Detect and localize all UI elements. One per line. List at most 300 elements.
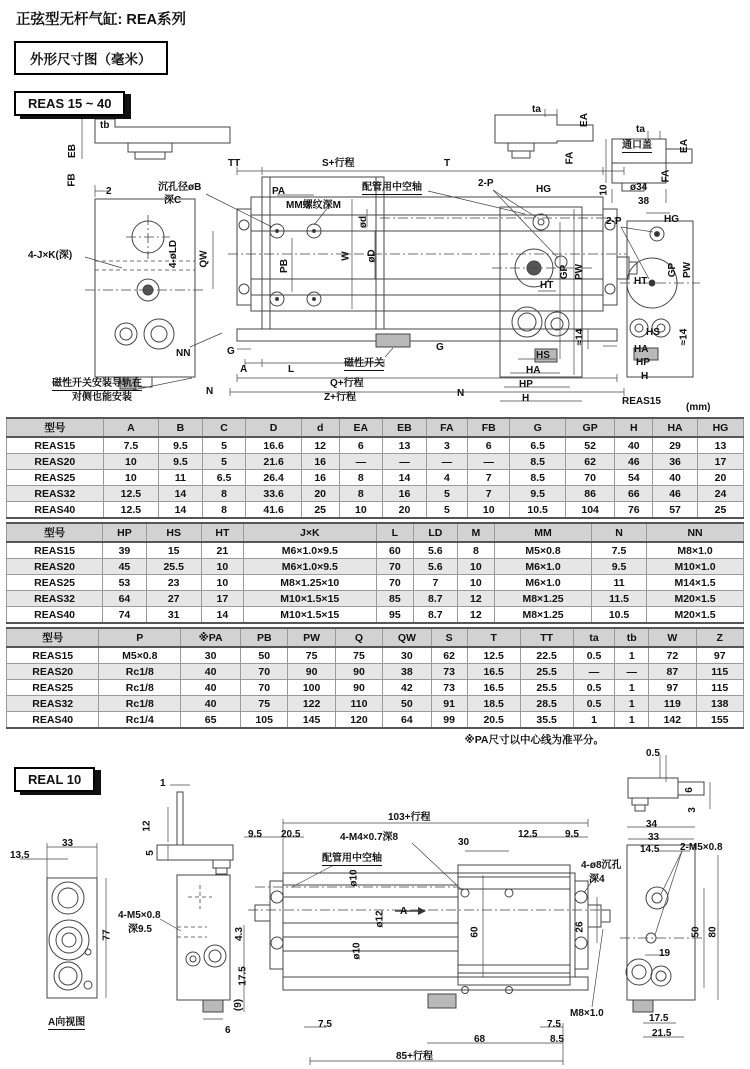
table-cell: M20×1.5	[647, 607, 744, 624]
table-cell: —	[426, 454, 467, 470]
dim-label: 34	[646, 819, 658, 830]
table-cell: 8.5	[510, 470, 565, 486]
dim-label: 68	[474, 1034, 486, 1045]
table-cell: 25.5	[520, 664, 573, 680]
column-header: d	[301, 418, 339, 437]
table-cell: 26.4	[246, 470, 301, 486]
table-cell: 7	[414, 575, 457, 591]
table-cell: Rc1/8	[99, 696, 181, 712]
dim-label: 配管用中空轴	[322, 853, 382, 864]
dim-label: 12.5	[518, 829, 538, 840]
dim-label: TT	[228, 158, 241, 169]
table-cell: 90	[335, 680, 382, 696]
dim-label: tb	[100, 120, 110, 131]
table-cell: 70	[565, 470, 615, 486]
table-cell: 8.7	[414, 591, 457, 607]
column-header: PW	[288, 628, 335, 647]
table-cell: 110	[335, 696, 382, 712]
table-cell: 95	[376, 607, 414, 624]
dim-label: N	[457, 388, 465, 399]
table-cell: 45	[103, 559, 146, 575]
table-cell: 64	[383, 712, 431, 729]
table-cell: 74	[103, 607, 146, 624]
table-cell: 85	[376, 591, 414, 607]
table-cell: —	[615, 664, 649, 680]
table-cell: 12	[457, 591, 495, 607]
table-cell: 99	[431, 712, 467, 729]
table-cell: 20.5	[467, 712, 520, 729]
reas-section-tab: REAS 15 ~ 40	[14, 91, 125, 116]
real-dimension-drawing	[0, 747, 750, 1069]
table-cell: 11	[159, 470, 203, 486]
table-cell: 70	[376, 559, 414, 575]
dim-label: 8.5	[550, 1034, 564, 1045]
dim-label: 1	[160, 778, 166, 789]
column-header: G	[510, 418, 565, 437]
table-cell: 62	[565, 454, 615, 470]
table-row	[7, 696, 744, 712]
table-row	[7, 542, 744, 559]
table-cell: REAS25	[7, 680, 99, 696]
table-cell: —	[573, 664, 615, 680]
dim-label: 33	[648, 832, 660, 843]
table-cell: 39	[103, 542, 146, 559]
dim-label: HS	[536, 350, 550, 361]
table-cell: 1	[573, 712, 615, 729]
dimension-tables	[0, 417, 750, 747]
column-header: ta	[573, 628, 615, 647]
table-cell: 97	[696, 647, 743, 664]
dim-label: øD	[366, 249, 378, 263]
table-cell: 52	[565, 437, 615, 454]
table-cell: 6	[468, 437, 510, 454]
table-cell: 75	[241, 696, 288, 712]
table-cell: 46	[653, 486, 698, 502]
table-cell: 40	[181, 696, 241, 712]
table-cell: 50	[383, 696, 431, 712]
table-cell: 1	[615, 680, 649, 696]
column-header: 型号	[7, 523, 103, 542]
table-cell: REAS40	[7, 607, 103, 624]
table-cell: 31	[146, 607, 201, 624]
column-header: P	[99, 628, 181, 647]
column-header: J×K	[243, 523, 376, 542]
dim-label: H	[641, 371, 649, 382]
dim-label: 对侧也能安装	[72, 392, 132, 403]
table-cell: 9.5	[510, 486, 565, 502]
table-cell: 0.5	[573, 696, 615, 712]
table-cell: 14	[159, 502, 203, 519]
table-cell: 8	[339, 470, 383, 486]
dim-label: 19	[659, 948, 671, 959]
table-cell: 13	[383, 437, 427, 454]
table-cell: 5	[426, 486, 467, 502]
dim-label: FA	[660, 169, 672, 183]
table-cell: 1	[615, 647, 649, 664]
header-row	[7, 523, 744, 542]
table-cell: M6×1.0	[495, 575, 592, 591]
dim-label: 深9.5	[128, 924, 152, 935]
dim-label: 沉孔径øB	[158, 182, 202, 193]
unit-note: (mm)	[686, 402, 711, 413]
dim-label: 7.5	[547, 1019, 561, 1030]
table-cell: 119	[649, 696, 696, 712]
table-cell: M10×1.5×15	[243, 607, 376, 624]
dim-label: 13.5	[10, 850, 30, 861]
table-cell: 70	[241, 680, 288, 696]
dim-label: 6	[683, 787, 695, 793]
column-header: HS	[146, 523, 201, 542]
dim-label: 深4	[589, 874, 605, 885]
dim-label: 50	[690, 926, 702, 938]
dim-label: T	[444, 158, 451, 169]
table-cell: —	[383, 454, 427, 470]
column-header: FB	[468, 418, 510, 437]
table-cell: 72	[649, 647, 696, 664]
column-header: 型号	[7, 418, 104, 437]
table-cell: REAS40	[7, 712, 99, 729]
table-cell: 14	[159, 486, 203, 502]
table-cell: M5×0.8	[495, 542, 592, 559]
table-cell: 5	[426, 502, 467, 519]
dim-label: HA	[526, 365, 541, 376]
table-cell: 76	[615, 502, 653, 519]
table-cell: 1	[615, 712, 649, 729]
column-header: HA	[653, 418, 698, 437]
table-cell: 64	[103, 591, 146, 607]
table-cell: 10	[457, 559, 495, 575]
dim-label: ta	[532, 104, 541, 115]
dimension-table-2	[6, 522, 744, 624]
table-cell: 50	[241, 647, 288, 664]
dim-label: 4-J×K(深)	[28, 250, 73, 261]
table-cell: M8×1.25	[495, 607, 592, 624]
table-cell: 40	[653, 470, 698, 486]
dim-label: 77	[101, 929, 113, 941]
table-cell: 4	[426, 470, 467, 486]
dim-label: A	[400, 906, 408, 917]
table-cell: 10	[201, 575, 243, 591]
table-cell: 5.6	[414, 542, 457, 559]
table-cell: 120	[335, 712, 382, 729]
table-row	[7, 607, 744, 624]
table-cell: Rc1/4	[99, 712, 181, 729]
table-cell: 8	[339, 486, 383, 502]
column-header: H	[615, 418, 653, 437]
table-cell: 105	[241, 712, 288, 729]
dim-label: EA	[578, 113, 590, 127]
column-header: tb	[615, 628, 649, 647]
table-cell: 57	[653, 502, 698, 519]
table-cell: M10×1.5×15	[243, 591, 376, 607]
dim-label: 3	[686, 807, 698, 813]
table-cell: REAS40	[7, 502, 104, 519]
column-header: S	[431, 628, 467, 647]
real-drawing-section	[0, 747, 750, 1069]
dim-label: 深C	[164, 195, 182, 206]
table-cell: 10	[103, 470, 158, 486]
column-header: B	[159, 418, 203, 437]
table-row	[7, 502, 744, 519]
table-cell: 12	[301, 437, 339, 454]
column-header: GP	[565, 418, 615, 437]
table-cell: 17	[201, 591, 243, 607]
dim-label: 17.5	[649, 1013, 669, 1024]
table-cell: 12.5	[103, 502, 158, 519]
dim-label: 磁性开关安装导轨在	[52, 378, 142, 389]
dim-label: ø34	[630, 182, 648, 193]
table-cell: M6×1.0×9.5	[243, 559, 376, 575]
table-cell: 8	[457, 542, 495, 559]
dim-label: Q+行程	[330, 378, 364, 389]
column-header: M	[457, 523, 495, 542]
table-cell: Rc1/8	[99, 680, 181, 696]
dim-label: HP	[519, 379, 533, 390]
column-header: 型号	[7, 628, 99, 647]
table-cell: 25.5	[520, 680, 573, 696]
column-header: C	[202, 418, 246, 437]
dim-label: 80	[707, 926, 719, 938]
dim-label: 33	[62, 838, 74, 849]
column-header: MM	[495, 523, 592, 542]
table-cell: 0.5	[573, 680, 615, 696]
table-cell: 145	[288, 712, 335, 729]
dim-label: PB	[278, 259, 290, 273]
table-cell: REAS25	[7, 470, 104, 486]
table-cell: 40	[181, 680, 241, 696]
column-header: N	[591, 523, 646, 542]
header-row	[7, 418, 744, 437]
dim-label: 2-M5×0.8	[680, 842, 723, 853]
dim-label: 通口盖	[622, 140, 652, 151]
table-cell: 90	[288, 664, 335, 680]
subtitle-box: 外形尺寸图（毫米）	[14, 41, 168, 75]
dim-label: HA	[634, 344, 649, 355]
table-row	[7, 486, 744, 502]
table-cell: 9.5	[591, 559, 646, 575]
table-cell: 115	[696, 680, 743, 696]
table-cell: M8×1.25×10	[243, 575, 376, 591]
table-cell: 7	[468, 470, 510, 486]
table-cell: 3	[426, 437, 467, 454]
column-header: EB	[383, 418, 427, 437]
table-row	[7, 591, 744, 607]
real-section-tab: REAL 10	[14, 767, 95, 792]
dim-label: 4-M4×0.7深8	[340, 832, 399, 843]
table-cell: M20×1.5	[647, 591, 744, 607]
column-header: W	[649, 628, 696, 647]
table-cell: REAS20	[7, 559, 103, 575]
table-cell: REAS25	[7, 575, 103, 591]
dim-label: MM螺纹深M	[286, 200, 341, 211]
table-cell: 7.5	[103, 437, 158, 454]
table-cell: 10	[468, 502, 510, 519]
table-cell: 17	[697, 454, 743, 470]
table-cell: 28.5	[520, 696, 573, 712]
table-cell: 21.6	[246, 454, 301, 470]
dim-label: 9.5	[565, 829, 579, 840]
column-header: EA	[339, 418, 383, 437]
table-cell: 12.5	[467, 647, 520, 664]
dim-label: EB	[66, 144, 78, 158]
table-cell: 21	[201, 542, 243, 559]
table-cell: 15	[146, 542, 201, 559]
table-cell: 73	[431, 664, 467, 680]
dim-label: H	[522, 393, 530, 404]
table-cell: 5	[202, 437, 246, 454]
table-cell: M8×1.0	[647, 542, 744, 559]
dimension-table-1	[6, 417, 744, 519]
dim-label: 17.5	[237, 966, 249, 986]
table-cell: 6	[339, 437, 383, 454]
dim-label: 9.5	[248, 829, 262, 840]
table-cell: 20	[383, 502, 427, 519]
table-cell: 27	[146, 591, 201, 607]
table-cell: 142	[649, 712, 696, 729]
table-cell: 33.6	[246, 486, 301, 502]
table-cell: 14	[383, 470, 427, 486]
dim-label: ød	[358, 215, 370, 229]
dim-label: 配管用中空轴	[362, 182, 422, 193]
table-cell: 11	[591, 575, 646, 591]
table-cell: M6×1.0	[495, 559, 592, 575]
dim-label: 20.5	[281, 829, 301, 840]
table-cell: REAS15	[7, 647, 99, 664]
table-cell: REAS15	[7, 542, 103, 559]
table-row	[7, 680, 744, 696]
dim-label: HP	[636, 357, 650, 368]
dim-label: HG	[664, 214, 679, 225]
table-row	[7, 454, 744, 470]
table-cell: REAS20	[7, 454, 104, 470]
dim-label: N	[206, 386, 214, 397]
table-cell: 24	[697, 486, 743, 502]
reas-drawing-section	[0, 91, 750, 411]
column-header: Q	[335, 628, 382, 647]
dim-label: 12	[141, 820, 153, 832]
table-cell: 97	[649, 680, 696, 696]
table-cell: 155	[696, 712, 743, 729]
table-cell: 104	[565, 502, 615, 519]
view-caption-a: A向视图	[48, 1017, 86, 1028]
dim-label: HT	[540, 280, 554, 291]
table-cell: 65	[181, 712, 241, 729]
dim-label: A	[240, 364, 248, 375]
table-row	[7, 470, 744, 486]
dim-label: 4.3	[233, 927, 245, 941]
table-cell: 22.5	[520, 647, 573, 664]
page-title: 正弦型无杆气缸: REA系列	[16, 12, 186, 28]
table-cell: 42	[383, 680, 431, 696]
dim-label: 4-øLD	[168, 239, 180, 269]
table-cell: 5.6	[414, 559, 457, 575]
dim-label: 4-M5×0.8	[118, 910, 161, 921]
table-cell: 16	[301, 454, 339, 470]
table-cell: REAS20	[7, 664, 99, 680]
dim-label: ta	[636, 124, 645, 135]
dim-label: 21.5	[652, 1028, 672, 1039]
dim-label: GP	[559, 264, 571, 280]
dim-label: EA	[678, 139, 690, 153]
dim-label: 14.5	[640, 844, 660, 855]
table-cell: 16	[383, 486, 427, 502]
column-header: Z	[696, 628, 743, 647]
table-row	[7, 437, 744, 454]
table-cell: 25.5	[146, 559, 201, 575]
table-cell: 40	[181, 664, 241, 680]
table-cell: 23	[146, 575, 201, 591]
table-cell: 16.6	[246, 437, 301, 454]
view-caption-reas15: REAS15	[622, 396, 661, 407]
table-cell: 8	[202, 502, 246, 519]
column-header: D	[246, 418, 301, 437]
table-cell: 53	[103, 575, 146, 591]
dim-label: L	[288, 364, 295, 375]
table-cell: 38	[383, 664, 431, 680]
table-cell: 20	[301, 486, 339, 502]
table-cell: 10.5	[591, 607, 646, 624]
table-cell: 70	[241, 664, 288, 680]
table-cell: 36	[653, 454, 698, 470]
dim-label: ≈14	[678, 328, 690, 346]
table-cell: 86	[565, 486, 615, 502]
table-cell: 16.5	[467, 680, 520, 696]
table-cell: 8.5	[510, 454, 565, 470]
dim-label: FB	[66, 173, 78, 187]
table-cell: 8	[202, 486, 246, 502]
table-cell: 115	[696, 664, 743, 680]
table-cell: 10	[103, 454, 158, 470]
dim-label: QW	[198, 250, 210, 268]
table-cell: 62	[431, 647, 467, 664]
pa-footnote: ※PA尺寸以中心线为准平分。	[464, 734, 604, 746]
dim-label: GP	[667, 262, 679, 278]
table-cell: 60	[376, 542, 414, 559]
dim-label: 103+行程	[388, 812, 431, 823]
dim-label: 60	[469, 926, 481, 938]
table-cell: Rc1/8	[99, 664, 181, 680]
dim-label: G	[227, 346, 235, 357]
table-cell: 87	[649, 664, 696, 680]
dim-label: 38	[638, 196, 650, 207]
dim-label: (9)	[233, 998, 245, 1012]
table-cell: 90	[335, 664, 382, 680]
dim-label: ø10	[351, 942, 363, 960]
table-cell: 10	[339, 502, 383, 519]
dim-label: 2-P	[606, 216, 622, 227]
table-cell: 1	[615, 696, 649, 712]
table-cell: 16.5	[467, 664, 520, 680]
table-cell: REAS32	[7, 486, 104, 502]
dim-label: 4-ø8沉孔	[581, 860, 622, 871]
table-cell: 73	[431, 680, 467, 696]
dim-label: 6	[225, 1025, 231, 1036]
table-row	[7, 575, 744, 591]
table-cell: 75	[288, 647, 335, 664]
table-cell: REAS15	[7, 437, 104, 454]
dim-label: 26	[574, 921, 586, 933]
dim-label: 7.5	[318, 1019, 332, 1030]
dim-label: 2-P	[478, 178, 494, 189]
table-cell: 10	[201, 559, 243, 575]
table-cell: 30	[181, 647, 241, 664]
table-cell: 11.5	[591, 591, 646, 607]
table-cell: 16	[301, 470, 339, 486]
header-row	[7, 628, 744, 647]
table-cell: 9.5	[159, 454, 203, 470]
table-cell: 25	[697, 502, 743, 519]
dim-label: W	[340, 251, 352, 261]
